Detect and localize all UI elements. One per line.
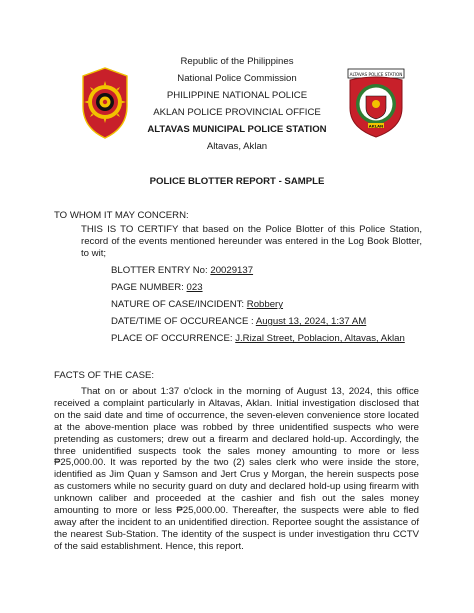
page-number-label: PAGE NUMBER: [111,282,184,293]
page-number-value: 023 [186,282,203,293]
page-number-row [111,282,203,293]
blotter-entry-label: BLOTTER ENTRY No: [111,265,208,276]
header-provincial-office: AKLAN POLICE PROVINCIAL OFFICE [153,107,321,118]
nature-label: NATURE OF CASE/INCIDENT: [111,299,245,310]
document-title: POLICE BLOTTER REPORT - SAMPLE [149,176,325,187]
certify-paragraph: THIS IS TO CERTIFY that based on the Police Blotter of this Police Station, record of the events mentioned hereunder was entered in the Log Book Blotter, to wit; [81,224,422,259]
header-napolcom: National Police Commission [177,73,297,84]
place-label: PLACE OF OCCURRENCE: [111,333,233,344]
header-pnp: PHILIPPINE NATIONAL POLICE [166,90,308,101]
place-row [111,333,405,344]
nature-row [111,299,283,310]
datetime-row [111,316,366,327]
header-station: ALTAVAS MUNICIPAL POLICE STATION [147,124,327,135]
blotter-entry-value: 20029137 [210,265,254,276]
place-value: J.Rizal Street, Poblacion, Altavas, Aklan [235,333,405,344]
datetime-label: DATE/TIME OF OCCUREANCE : [111,316,254,327]
nature-value: Robbery [246,299,284,310]
facts-paragraph: That on or about 1:37 o'clock in the morning of August 13, 2024, this office received a complaint particularly in Altavas, Aklan. Initial investigation disclosed that on the said date and time of occurrence, the seven-eleven convenience store located at the above-mention place was robbed by three unidentified suspects who were pretending as customers; drew out a firearm and declared hold-up. Accordingly, the three unidentified suspects took the sales money amounting to more or less ₱25,000.00. It was reported by the two (2) sales clerk who were inside the store, identified as Jim Quan y Samson and Jert Crus y Morgan, the herein suspects pose as customers while no security guard on duty and declared hold-up using firearm with unknown caliber and proceeded at the cashier and fish out the sales money amounting to more or less ₱25,000.00. Thereafter, the suspects were able to fled away after the incident to an unidentified direction. Reportee sought the assistance of the nearest Sub-Station. The identity of the suspect is under investigation thru CCTV of the said establishment. Hence, this report. [54,386,419,552]
blotter-entry-row [111,265,253,276]
facts-heading: FACTS OF THE CASE: [54,370,155,381]
badge-lower-text: AKLAN [368,123,384,129]
badge-banner-text: ALTAVAS POLICE STATION [349,72,403,77]
header-republic: Republic of the Philippines [180,56,294,67]
datetime-value: August 13, 2024, 1:37 AM [255,316,367,327]
header-location: Altavas, Aklan [206,141,268,152]
salutation: TO WHOM IT MAY CONCERN: [54,210,189,221]
